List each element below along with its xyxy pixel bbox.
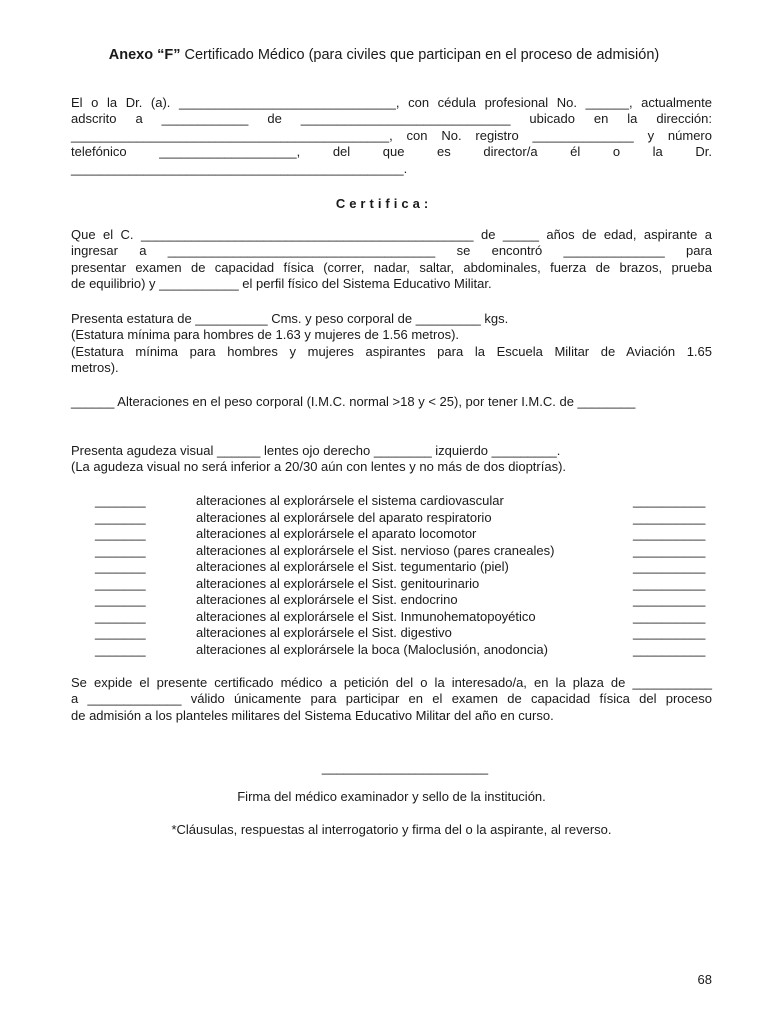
blank-field: __________ — [633, 625, 706, 640]
alteracion-row — [0, 493, 768, 510]
paragraph-line: ingresar a _____________________________________ se encontró ______________ para — [71, 243, 712, 259]
alteracion-label: alteraciones al explorársele el Sist. genitourinario — [196, 575, 480, 591]
alteracion-row — [0, 559, 768, 576]
agudeza-line: (La agudeza visual no será inferior a 20/30 aún con lentes y no más de dos dioptrías). — [71, 459, 567, 475]
intro-line: ____________________________________________, con No. registro ______________ y número — [71, 127, 712, 143]
expide-line: a _____________ válido únicamente para participar en el examen de capacidad física del proceso — [71, 691, 712, 707]
estatura-paragraph — [71, 311, 712, 377]
title-text: Certificado Médico (para civiles que participan en el proceso de admisión) — [180, 47, 660, 63]
blank-field: _______ — [95, 641, 146, 657]
annex-label: Anexo “F” — [108, 47, 181, 63]
alteracion-row — [0, 510, 768, 527]
blank-field: __________ — [633, 542, 706, 558]
intro-line: ______________________________________________. — [71, 160, 408, 176]
blank-field: _______ — [95, 592, 146, 607]
expide-line: de admisión a los planteles militares del Sistema Educativo Militar del año en curso. — [71, 707, 554, 723]
intro-line: El o la Dr. (a). ______________________________, con cédula profesional No. ______, actualmente — [71, 95, 712, 110]
alteracion-row — [0, 609, 768, 626]
blank-field: _______ — [95, 509, 146, 525]
document-title — [0, 46, 768, 64]
alteracion-label: alteraciones al explorársele el Sist. endocrino — [196, 592, 458, 607]
aspirante-paragraph — [71, 227, 712, 293]
intro-line: telefónico ___________________, del que es director/a él o la Dr. — [71, 144, 712, 160]
intro-paragraph — [71, 95, 712, 177]
agudeza-line: Presenta agudeza visual ______ lentes ojo derecho ________ izquierdo _________. — [71, 443, 561, 458]
blank-field: _______ — [95, 493, 146, 508]
blank-field: __________ — [633, 559, 706, 574]
alteracion-row — [0, 625, 768, 642]
page-number: 68 — [697, 972, 712, 987]
blank-field: _______ — [95, 625, 146, 640]
alteracion-label: alteraciones al explorársele el Sist. tegumentario (piel) — [196, 559, 509, 574]
blank-field: __________ — [633, 509, 706, 525]
expide-paragraph — [71, 675, 712, 724]
alteracion-row — [0, 543, 768, 560]
alteracion-label: alteraciones al explorársele el sistema cardiovascular — [196, 493, 504, 508]
blank-field: _______ — [95, 575, 146, 591]
blank-field: __________ — [633, 493, 706, 508]
blank-field: _______ — [95, 526, 146, 541]
reverse-note — [71, 822, 712, 838]
alteracion-row — [0, 642, 768, 659]
blank-field: __________ — [633, 592, 706, 607]
signature-line: _______________________ — [321, 760, 489, 775]
expide-line: Se expide el presente certificado médico a petición del o la interesado/a, en la plaza de ___________ — [71, 675, 712, 690]
blank-field: __________ — [633, 608, 706, 624]
paragraph-line: Que el C. ______________________________________________ de _____ años de edad, aspirante a — [71, 227, 712, 242]
certifica-heading: Certifica: — [335, 196, 433, 211]
blank-field: _______ — [95, 542, 146, 558]
blank-field: __________ — [633, 641, 706, 657]
alteracion-row — [0, 592, 768, 609]
blank-field: _______ — [95, 608, 146, 624]
estatura-line: (Estatura mínima para hombres de 1.63 y mujeres de 1.56 metros). — [71, 327, 460, 343]
imc-text: ______ Alteraciones en el peso corporal (I.M.C. normal >18 y < 25), por tener I.M.C. de ________ — [71, 394, 636, 409]
reverse-note-text: *Cláusulas, respuestas al interrogatorio y firma del o la aspirante, al reverso. — [171, 822, 612, 837]
alteracion-label: alteraciones al explorársele el aparato locomotor — [196, 526, 477, 541]
paragraph-line: de equilibrio) y ___________ el perfil físico del Sistema Educativo Militar. — [71, 276, 492, 292]
alteracion-label: alteraciones al explorársele el Sist. digestivo — [196, 625, 452, 640]
alteracion-row — [0, 576, 768, 593]
imc-line — [71, 394, 712, 410]
signature-label — [71, 789, 712, 805]
estatura-line: (Estatura mínima para hombres y mujeres aspirantes para la Escuela Militar de Aviación 1.65 — [71, 343, 712, 359]
alteracion-label: alteraciones al explorársele del aparato respiratorio — [196, 509, 492, 525]
agudeza-paragraph — [71, 443, 712, 476]
alteracion-label: alteraciones al explorársele la boca (Maloclusión, anodoncia) — [196, 641, 548, 657]
estatura-line: Presenta estatura de __________ Cms. y peso corporal de _________ kgs. — [71, 311, 509, 326]
blank-field: __________ — [633, 526, 706, 541]
blank-field: __________ — [633, 575, 706, 591]
blank-field: _______ — [95, 559, 146, 574]
intro-line: adscrito a ____________ de _____________________________ ubicado en la dirección: — [71, 111, 712, 127]
estatura-line: metros). — [71, 360, 119, 376]
alteracion-row — [0, 526, 768, 543]
signature-caption: Firma del médico examinador y sello de la institución. — [237, 789, 546, 804]
alteracion-label: alteraciones al explorársele el Sist. nervioso (pares craneales) — [196, 542, 555, 558]
alteracion-label: alteraciones al explorársele el Sist. Inmunohematopoyético — [196, 608, 536, 624]
paragraph-line: presentar examen de capacidad física (correr, nadar, saltar, abdominales, fuerza de brazos, prueba — [71, 259, 712, 275]
